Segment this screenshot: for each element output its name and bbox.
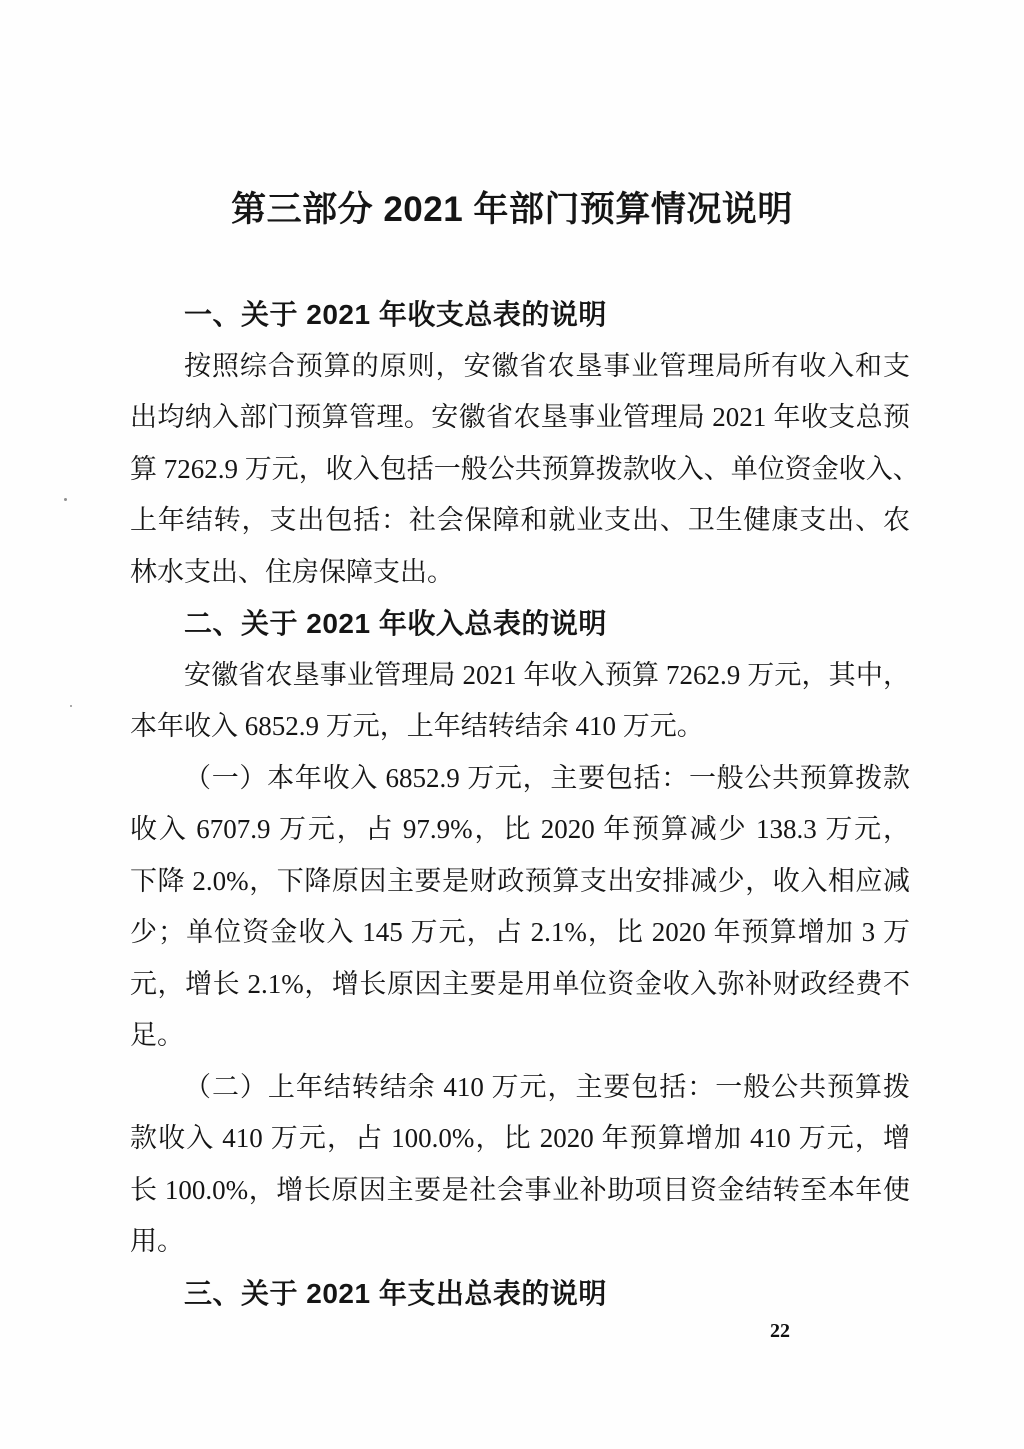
body-text-line: 款收入 410 万元，占 100.0%，比 2020 年预算增加 410 万元，增	[130, 1123, 910, 1153]
document-body	[130, 289, 920, 1319]
scan-artifact-dot	[70, 705, 72, 707]
page-number: 22	[770, 1320, 790, 1342]
body-text-line: 安徽省农垦事业管理局 2021 年收入预算 7262.9 万元，其中，	[184, 659, 910, 690]
section-heading: 三、关于 2021 年支出总表的说明	[184, 1277, 607, 1309]
section-heading: 一、关于 2021 年收支总表的说明	[184, 299, 607, 330]
body-text-line: 长 100.0%，增长原因主要是社会事业补助项目资金结转至本年使	[130, 1174, 910, 1205]
body-text-line: 用。	[130, 1226, 184, 1256]
body-text-line: 林水支出、住房保障支出。	[130, 556, 454, 587]
section-heading: 二、关于 2021 年收入总表的说明	[184, 608, 607, 639]
body-text-line: 下降 2.0%，下降原因主要是财政预算支出安排减少，收入相应减	[130, 865, 910, 896]
body-text-line: 足。	[130, 1020, 184, 1050]
body-text-line: 按照综合预算的原则，安徽省农垦事业管理局所有收入和支	[184, 350, 910, 381]
document-title: 第三部分 2021 年部门预算情况说明	[231, 190, 793, 229]
body-text-line: 元，增长 2.1%，增长原因主要是用单位资金收入弥补财政经费不	[130, 968, 910, 999]
body-text-line: （一）本年收入 6852.9 万元，主要包括：一般公共预算拨款	[184, 762, 910, 793]
body-text-line: 本年收入 6852.9 万元，上年结转结余 410 万元。	[130, 711, 704, 741]
body-text-line: 上年结转，支出包括：社会保障和就业支出、卫生健康支出、农	[130, 505, 910, 535]
body-text-line: 少；单位资金收入 145 万元，占 2.1%，比 2020 年预算增加 3 万	[130, 917, 910, 947]
body-text-line: 收入 6707.9 万元，占 97.9%，比 2020 年预算减少 138.3 万元，	[130, 814, 910, 844]
body-text-line: 出均纳入部门预算管理。安徽省农垦事业管理局 2021 年收支总预	[130, 402, 910, 432]
scan-artifact-dot	[64, 498, 67, 501]
body-text-line: （二）上年结转结余 410 万元，主要包括：一般公共预算拨	[184, 1071, 910, 1102]
body-text-line: 算 7262.9 万元，收入包括一般公共预算拨款收入、单位资金收入、	[130, 453, 920, 484]
